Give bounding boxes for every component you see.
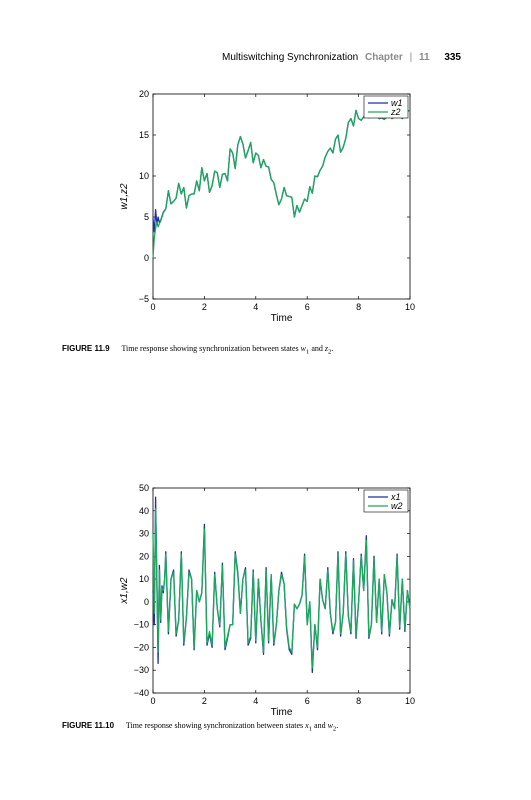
caption-text: Time response showing synchronization between states $w_1$ and $z_2$. xyxy=(121,344,334,356)
running-header xyxy=(222,52,461,63)
y-tick-label: 40 xyxy=(138,505,149,516)
x-tick-label: 8 xyxy=(356,696,362,706)
legend-label: z2 xyxy=(391,107,401,117)
legend-label: w2 xyxy=(391,501,403,511)
x-tick-label: 0 xyxy=(150,302,156,312)
series-line-z2 xyxy=(153,110,410,258)
page-number: 335 xyxy=(444,52,461,63)
running-title: Multiswitching Synchronization xyxy=(222,52,359,63)
x-tick-label: 4 xyxy=(253,696,259,706)
y-tick-label: 0 xyxy=(143,253,149,263)
x-tick-label: 8 xyxy=(356,302,362,312)
x-tick-label: 6 xyxy=(304,302,310,312)
chart-lines xyxy=(153,497,410,672)
y-tick-label: 50 xyxy=(138,483,149,493)
legend-label: w1 xyxy=(391,98,403,108)
y-tick-label: −5 xyxy=(138,294,149,304)
chart-lines xyxy=(153,110,410,258)
y-tick-label: −20 xyxy=(133,642,149,653)
y-tick-label: −40 xyxy=(133,688,149,698)
y-tick-label: 30 xyxy=(138,528,149,539)
y-tick-label: 15 xyxy=(138,130,149,140)
y-tick-label: 0 xyxy=(143,596,149,607)
series-line-w2 xyxy=(153,509,410,668)
y-axis-label: w1,z2 xyxy=(119,183,130,210)
x-tick-label: 2 xyxy=(201,696,207,706)
chart-legend xyxy=(364,490,408,512)
x-tick-label: 10 xyxy=(404,696,416,706)
y-axis-label: x1,w2 xyxy=(119,577,130,604)
chart-axes xyxy=(119,94,410,324)
chart-legend xyxy=(364,96,408,118)
chapter-word: Chapter xyxy=(364,52,403,63)
figure-label: FIGURE 11.10 xyxy=(62,721,115,730)
figure-label: FIGURE 11.9 xyxy=(62,344,110,353)
x-tick-label: 10 xyxy=(404,302,416,312)
x-axis-label: Time xyxy=(270,313,293,324)
chart-w1-z2 xyxy=(0,84,531,324)
legend-label: x1 xyxy=(391,492,401,502)
y-tick-label: −30 xyxy=(133,665,149,676)
figure-caption xyxy=(62,721,338,733)
chapter-number: 11 xyxy=(418,52,430,63)
series-line-w1 xyxy=(153,110,410,231)
caption-text: Time response showing synchronization between states $x_1$ and $w_2$. xyxy=(125,721,339,733)
figure-caption xyxy=(62,344,333,356)
chart-x1-w2 xyxy=(0,478,531,718)
x-tick-label: 4 xyxy=(253,302,259,312)
x-tick-label: 0 xyxy=(150,696,156,706)
y-tick-label: 10 xyxy=(138,574,149,585)
y-tick-label: −10 xyxy=(133,619,149,630)
chart-ticks xyxy=(139,89,415,312)
header-separator: | xyxy=(409,52,413,63)
x-tick-label: 2 xyxy=(201,302,207,312)
y-tick-label: 10 xyxy=(138,171,149,181)
y-tick-label: 5 xyxy=(143,212,149,222)
x-axis-label: Time xyxy=(270,707,293,718)
y-tick-label: 20 xyxy=(138,89,149,99)
x-tick-label: 6 xyxy=(304,696,310,706)
y-tick-label: 20 xyxy=(138,551,149,562)
